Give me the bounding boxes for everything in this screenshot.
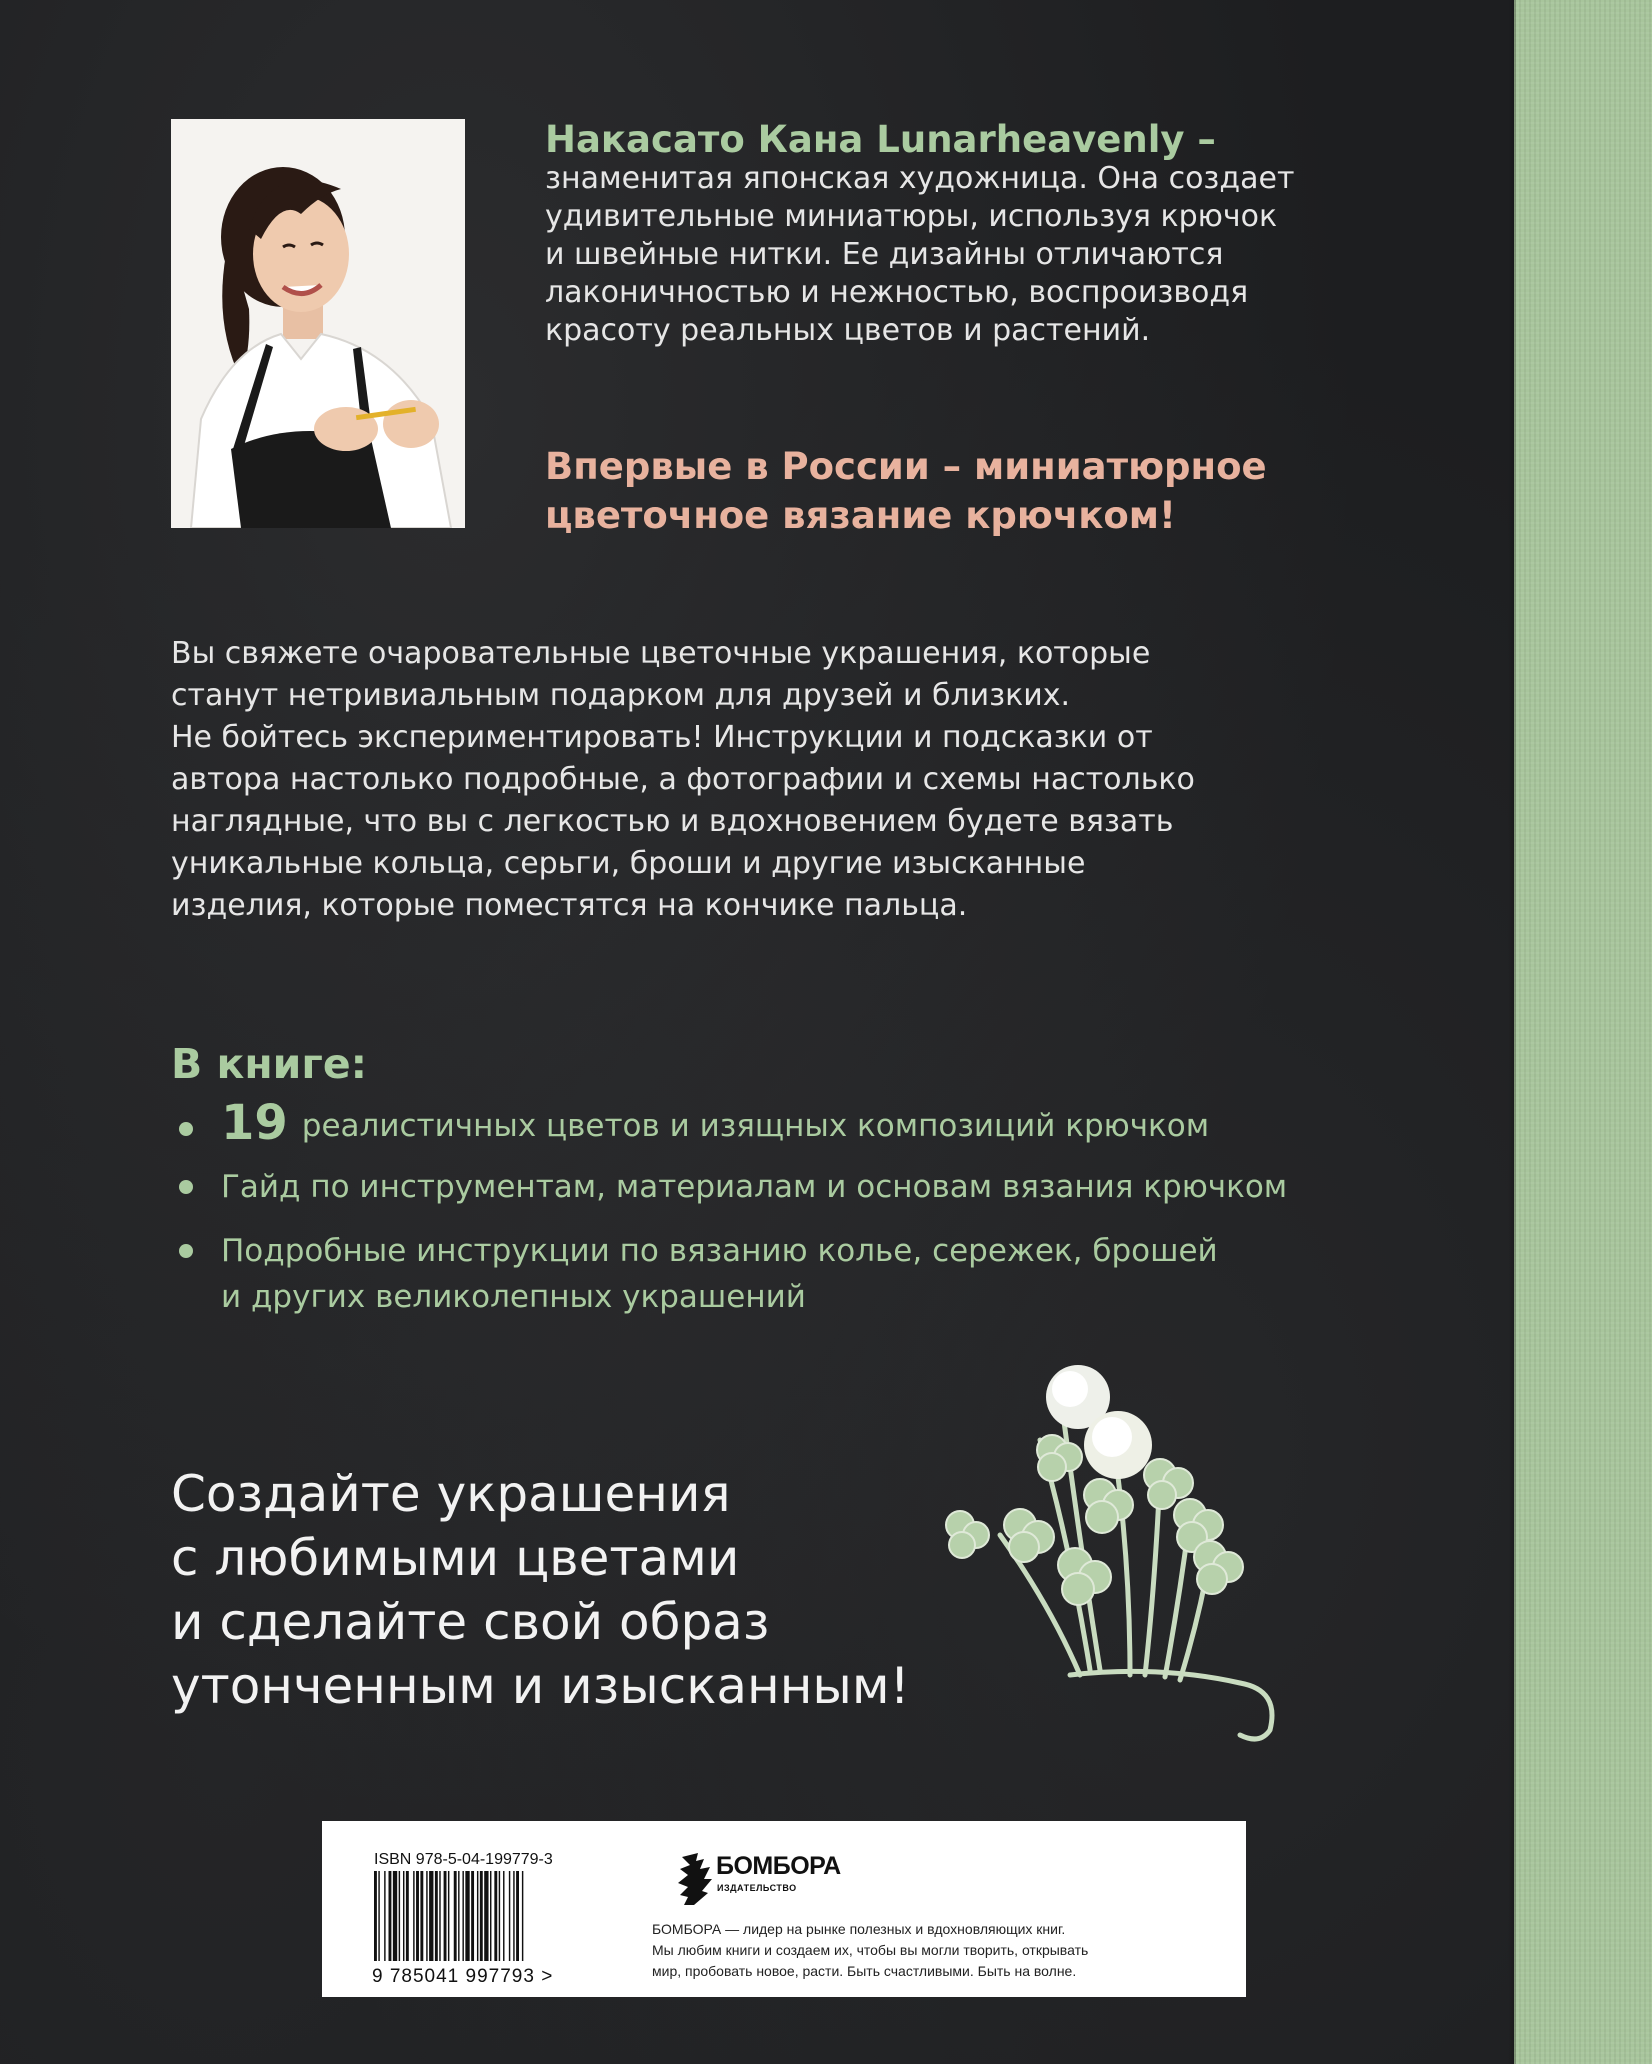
barcode-digits: 9 785041 997793 > (372, 1966, 554, 1987)
barcode-bar (462, 1871, 463, 1961)
description-line: уникальные кольца, серьги, броши и другие изысканные (171, 846, 1086, 881)
spine-shadow (1508, 0, 1516, 2064)
barcode-bar (393, 1871, 397, 1961)
barcode-bar (413, 1871, 414, 1961)
feature-text: реалистичных цветов и изящных композиций крючком (301, 1108, 1210, 1144)
barcode-bar (435, 1871, 438, 1961)
barcode-bar (477, 1871, 478, 1961)
description-line: изделия, которые поместятся на кончике пальца. (171, 888, 968, 923)
barcode-bar (516, 1871, 519, 1961)
description-line: Вы свяжете очаровательные цветочные украшения, которые (171, 636, 1151, 671)
description-line: автора настолько подробные, а фотографии и схемы настолько (171, 762, 1195, 797)
barcode-bar (399, 1871, 400, 1961)
barcode-bar (503, 1871, 504, 1961)
barcode-bar (384, 1871, 385, 1961)
bullet-icon (179, 1122, 193, 1136)
feature-item (171, 1095, 1501, 1162)
author-bio (545, 120, 1445, 350)
barcode-bar (420, 1871, 423, 1961)
author-portrait (171, 119, 465, 528)
barcode-bar (513, 1871, 514, 1961)
barcode-bar (480, 1871, 483, 1961)
barcode-bar (465, 1871, 469, 1961)
publisher-subtitle: ИЗДАТЕЛЬСТВО (717, 1883, 797, 1893)
author-name: Накасато Кана Lunarheavenly – (545, 118, 1216, 161)
description-line: станут нетривиальным подарком для друзей и близких. (171, 678, 1071, 713)
author-bio-line: удивительные миниатюры, используя крючок (545, 199, 1278, 234)
barcode-bar (471, 1871, 474, 1961)
barcode-bar (429, 1871, 433, 1961)
slogan-line: утонченным и изысканным! (171, 1657, 910, 1715)
bullet-icon (179, 1244, 193, 1258)
isbn-label: ISBN 978-5-04-199779-3 (374, 1851, 553, 1868)
publisher-blurb-line: Мы любим книги и создаем их, чтобы вы могли творить, открывать (652, 1942, 1089, 1958)
feature-item (171, 1164, 1501, 1210)
author-portrait-illustration (171, 119, 465, 528)
feature-list (171, 1095, 1501, 1320)
feature-text: и других великолепных украшений (221, 1279, 806, 1315)
barcode-bar (439, 1871, 440, 1961)
barcode-bar (490, 1871, 491, 1961)
feature-text: Гайд по инструментам, материалам и основам вязания крючком (221, 1169, 1288, 1205)
slogan-line: и сделайте свой образ (171, 1593, 770, 1651)
barcode-bar (494, 1871, 497, 1961)
barcode-bar (403, 1871, 404, 1961)
publisher-blurb (652, 1919, 1232, 1982)
feature-item (171, 1228, 1501, 1320)
author-bio-line: и швейные нитки. Ее дизайны отличаются (545, 237, 1224, 272)
barcode-bar (448, 1871, 449, 1961)
barcode-bar (444, 1871, 447, 1961)
book-spine (1514, 0, 1652, 2064)
author-bio-line: знаменитая японская художница. Она создает (545, 161, 1295, 196)
book-description (171, 633, 1421, 927)
headline-line: Впервые в России – миниатюрное (545, 445, 1267, 488)
barcode-bar (378, 1871, 379, 1961)
barcode-bar (499, 1871, 500, 1961)
barcode-bar (454, 1871, 457, 1961)
barcode-bar (522, 1871, 523, 1961)
author-bio-line: красоту реальных цветов и растений. (545, 313, 1151, 348)
barcode-bar (458, 1871, 459, 1961)
slogan-line: Создайте украшения (171, 1465, 731, 1523)
slogan (171, 1462, 991, 1718)
crochet-clover-illustration (940, 1345, 1340, 1755)
barcode-panel (322, 1821, 1246, 1997)
barcode-bar (484, 1871, 488, 1961)
barcode-icon (374, 1871, 609, 1961)
slogan-line: с любимыми цветами (171, 1529, 740, 1587)
bullet-icon (179, 1180, 193, 1194)
feature-number: 19 (221, 1095, 288, 1151)
publisher-blurb-line: БОМБОРА — лидер на рынке полезных и вдохновляющих книг. (652, 1921, 1066, 1937)
in-book-title: В книге: (171, 1040, 368, 1088)
publisher-name: БОМБОРА (716, 1852, 841, 1880)
description-line: наглядные, что вы с легкостью и вдохновением будете вязать (171, 804, 1174, 839)
feature-text: Подробные инструкции по вязанию колье, сережек, брошей (221, 1233, 1218, 1269)
barcode-bar (426, 1871, 427, 1961)
barcode-bar (406, 1871, 409, 1961)
headline (545, 442, 1445, 540)
author-bio-line: лаконичностью и нежностью, воспроизводя (545, 275, 1249, 310)
barcode-bar (416, 1871, 419, 1961)
headline-line: цветочное вязание крючком! (545, 494, 1176, 537)
barcode-bar (509, 1871, 510, 1961)
barcode-bar (389, 1871, 392, 1961)
barcode-bar (374, 1871, 377, 1961)
description-line: Не бойтесь экспериментировать! Инструкции и подсказки от (171, 720, 1153, 755)
publisher-blurb-line: мир, пробовать новое, расти. Быть счастливыми. Быть на волне. (652, 1963, 1077, 1979)
